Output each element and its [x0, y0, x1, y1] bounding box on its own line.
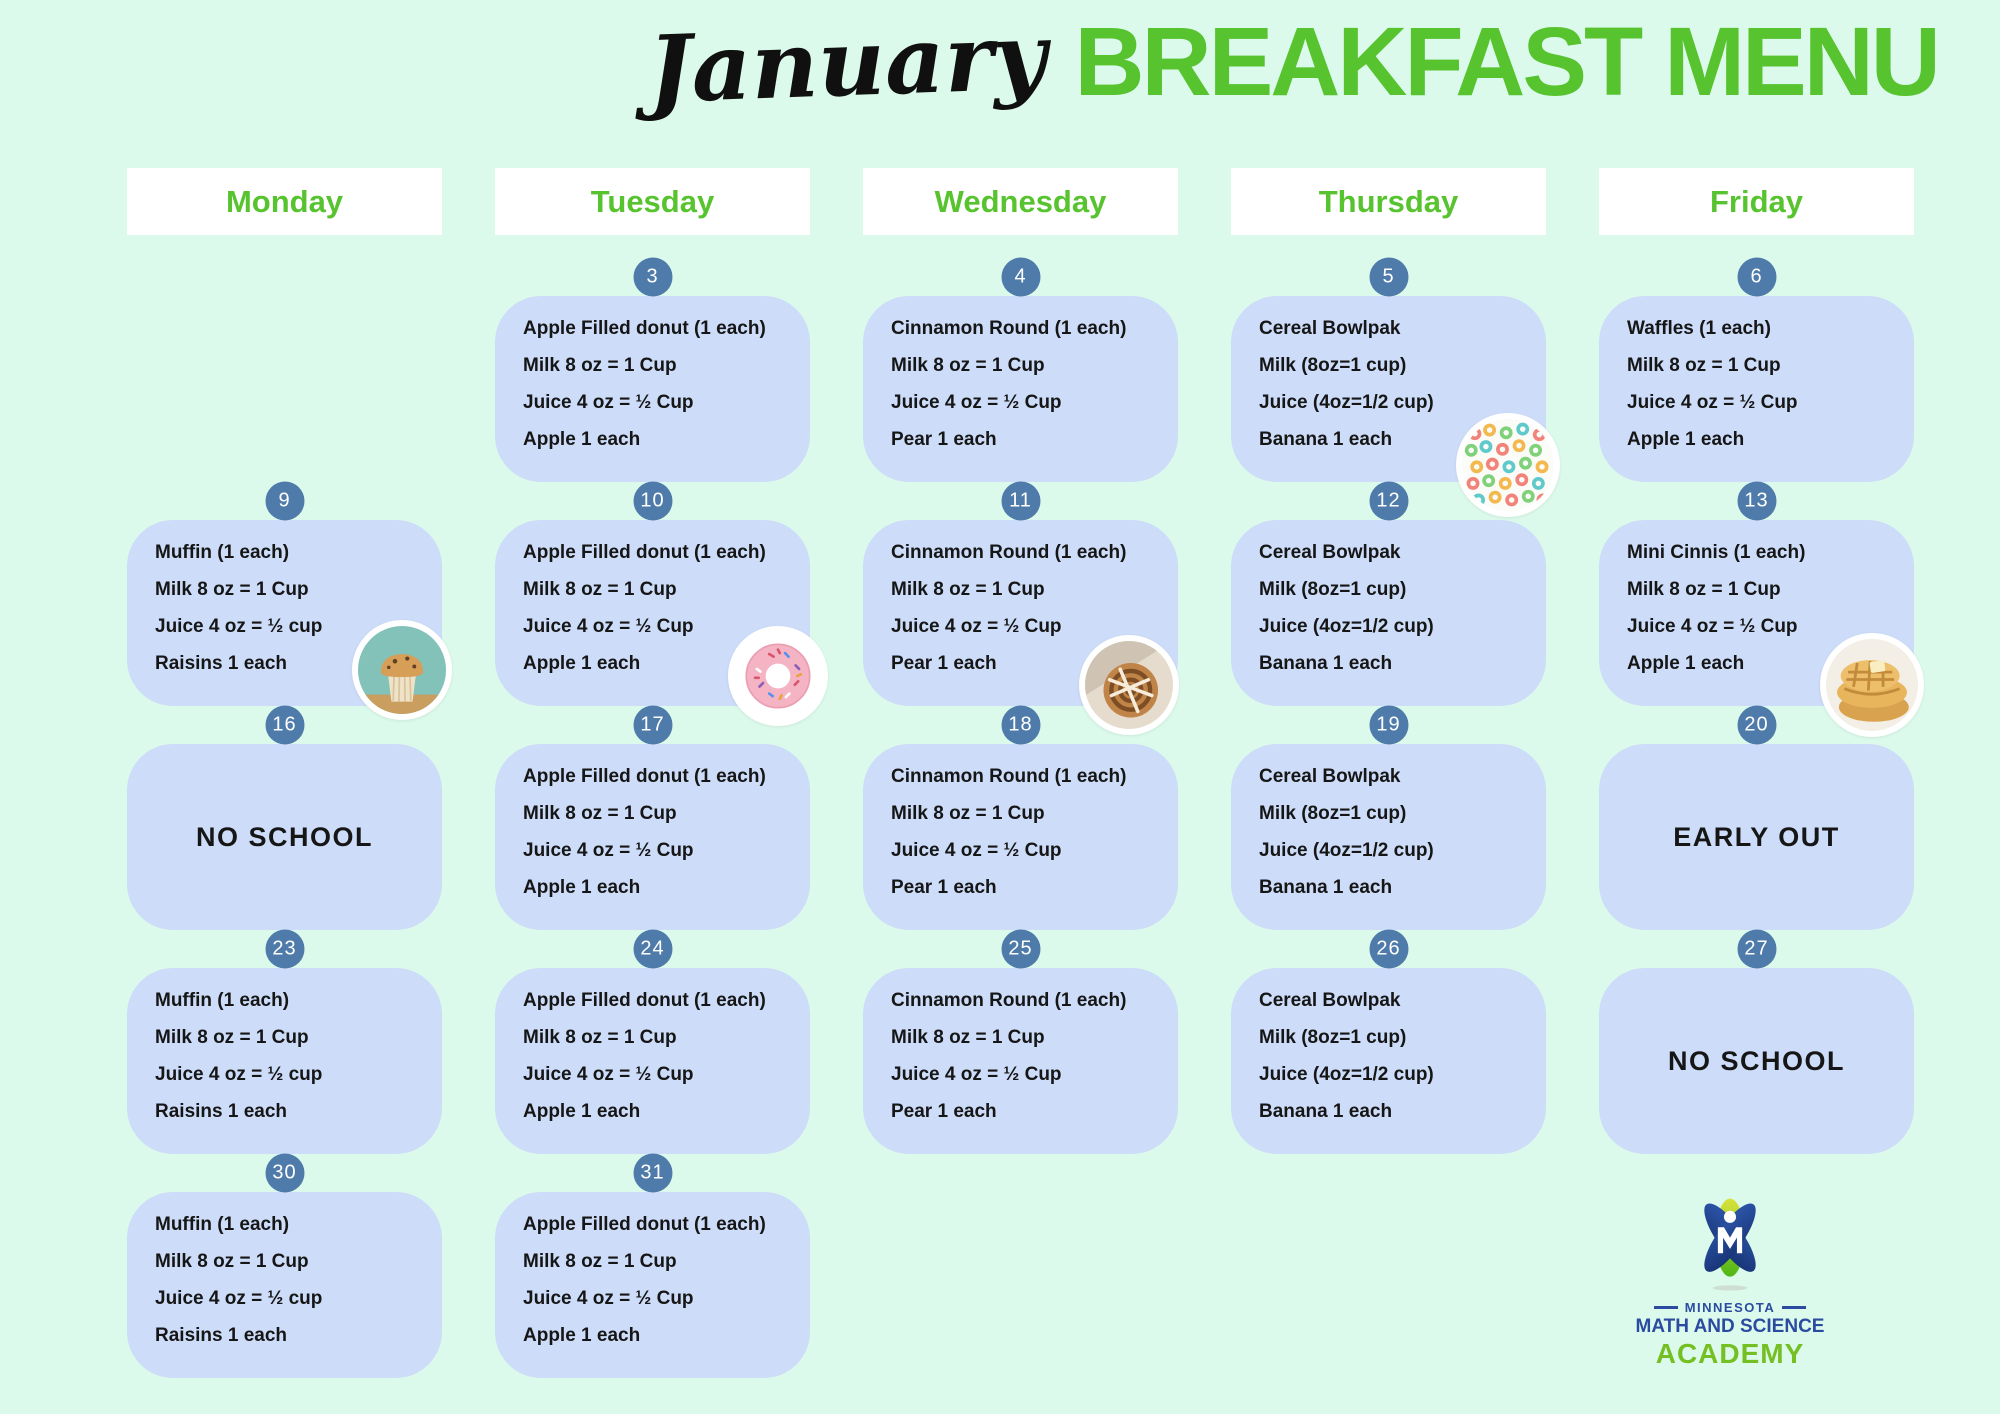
menu-item: Juice (4oz=1/2 cup) [1259, 392, 1434, 413]
menu-item: Apple Filled donut (1 each) [523, 990, 766, 1011]
column-wednesday [863, 168, 1178, 1378]
menu-item: Juice 4 oz = ½ Cup [1627, 392, 1798, 413]
menu-item: Raisins 1 each [155, 653, 288, 674]
menu-item-list [495, 968, 810, 1130]
donut-photo [728, 626, 828, 726]
date-badge-5: 5 [1369, 258, 1408, 297]
menu-item: Apple 1 each [523, 1101, 641, 1122]
menu-item: Milk 8 oz = 1 Cup [891, 803, 1045, 824]
menu-item-list [1231, 520, 1546, 682]
menu-item: Juice 4 oz = ½ cup [155, 616, 323, 637]
menu-item-list [1599, 296, 1914, 458]
menu-item-list [863, 968, 1178, 1130]
menu-item: Milk 8 oz = 1 Cup [523, 355, 677, 376]
logo-minnesota-text: MINNESOTA [1684, 1300, 1776, 1315]
date-badge-23: 23 [265, 930, 304, 969]
menu-item: Milk 8 oz = 1 Cup [523, 1027, 677, 1048]
menu-card-day-12 [1231, 520, 1546, 706]
menu-item: Juice 4 oz = ½ Cup [523, 840, 694, 861]
calendar-cell-tuesday-week1 [495, 258, 810, 482]
menu-item: Juice 4 oz = ½ Cup [523, 1288, 694, 1309]
menu-item: Banana 1 each [1259, 429, 1393, 450]
menu-item: Milk (8oz=1 cup) [1259, 1027, 1407, 1048]
calendar-cell-wednesday-week1 [863, 258, 1178, 482]
menu-item: Apple Filled donut (1 each) [523, 542, 766, 563]
menu-item: Cereal Bowlpak [1259, 990, 1401, 1011]
calendar-cell-tuesday-week3 [495, 706, 810, 930]
menu-item: Cereal Bowlpak [1259, 542, 1401, 563]
menu-item: Juice 4 oz = ½ Cup [523, 392, 694, 413]
date-badge-16: 16 [265, 706, 304, 745]
notice-card-day-20 [1599, 744, 1914, 930]
calendar-cell-friday-week3 [1599, 706, 1914, 930]
menu-item: Juice (4oz=1/2 cup) [1259, 840, 1434, 861]
menu-item: Milk 8 oz = 1 Cup [155, 1251, 309, 1272]
menu-card-day-18 [863, 744, 1178, 930]
menu-item: Milk (8oz=1 cup) [1259, 803, 1407, 824]
menu-item: Cereal Bowlpak [1259, 766, 1401, 787]
menu-item: Raisins 1 each [155, 1325, 288, 1346]
calendar-cell-monday-week3 [127, 706, 442, 930]
date-badge-10: 10 [633, 482, 672, 521]
menu-item: Milk 8 oz = 1 Cup [891, 355, 1045, 376]
menu-item: Milk (8oz=1 cup) [1259, 579, 1407, 600]
date-badge-27: 27 [1737, 930, 1776, 969]
waffle-photo [1820, 633, 1924, 737]
menu-item-list [863, 744, 1178, 906]
date-badge-9: 9 [265, 482, 304, 521]
menu-item-list [495, 296, 810, 458]
menu-item: Apple Filled donut (1 each) [523, 1214, 766, 1235]
calendar-cell-monday-week1 [127, 258, 442, 482]
date-badge-12: 12 [1369, 482, 1408, 521]
menu-card-day-30 [127, 1192, 442, 1378]
menu-item: Juice (4oz=1/2 cup) [1259, 616, 1434, 637]
notice-card-day-16 [127, 744, 442, 930]
menu-item: Cinnamon Round (1 each) [891, 318, 1127, 339]
menu-item: Milk 8 oz = 1 Cup [155, 579, 309, 600]
menu-item-list [127, 968, 442, 1130]
notice-label: NO SCHOOL [195, 821, 373, 852]
menu-item: Juice 4 oz = ½ Cup [891, 616, 1062, 637]
menu-item: Juice 4 oz = ½ Cup [891, 840, 1062, 861]
logo-math-science-text: MATH AND SCIENCE [1635, 1316, 1825, 1337]
date-badge-26: 26 [1369, 930, 1408, 969]
menu-item: Banana 1 each [1259, 877, 1393, 898]
menu-card-day-25 [863, 968, 1178, 1154]
menu-item: Juice 4 oz = ½ Cup [523, 616, 694, 637]
menu-item: Cereal Bowlpak [1259, 318, 1401, 339]
menu-item: Juice 4 oz = ½ cup [155, 1064, 323, 1085]
day-header-tuesday: Tuesday [495, 168, 810, 235]
calendar-cell-wednesday-week3 [863, 706, 1178, 930]
calendar-cell-tuesday-week5 [495, 1154, 810, 1378]
date-badge-13: 13 [1737, 482, 1776, 521]
calendar-cell-wednesday-week5 [863, 1154, 1178, 1378]
column-monday [127, 168, 442, 1378]
date-badge-25: 25 [1001, 930, 1040, 969]
calendar-cell-thursday-week4 [1231, 930, 1546, 1154]
menu-card-day-24 [495, 968, 810, 1154]
column-thursday [1231, 168, 1546, 1378]
logo-rule-right [1782, 1306, 1806, 1309]
menu-item: Apple Filled donut (1 each) [523, 318, 766, 339]
calendar-cell-monday-week5 [127, 1154, 442, 1378]
date-badge-3: 3 [633, 258, 672, 297]
menu-item: Milk 8 oz = 1 Cup [523, 803, 677, 824]
day-header-monday: Monday [127, 168, 442, 235]
menu-item-list [1231, 968, 1546, 1130]
menu-item-list [495, 744, 810, 906]
menu-item-list [127, 1192, 442, 1354]
date-badge-31: 31 [633, 1154, 672, 1193]
menu-item: Apple 1 each [523, 429, 641, 450]
menu-item-list [495, 1192, 810, 1354]
menu-card-day-26 [1231, 968, 1546, 1154]
logo-minnesota-line [1654, 1300, 1807, 1315]
menu-item: Banana 1 each [1259, 653, 1393, 674]
menu-item: Pear 1 each [891, 653, 997, 674]
menu-item: Muffin (1 each) [155, 1214, 290, 1235]
menu-item: Milk 8 oz = 1 Cup [891, 579, 1045, 600]
menu-item: Juice 4 oz = ½ Cup [523, 1064, 694, 1085]
menu-item-list [863, 296, 1178, 458]
column-tuesday [495, 168, 810, 1378]
menu-item: Pear 1 each [891, 877, 997, 898]
menu-item: Apple 1 each [1627, 653, 1745, 674]
menu-item: Banana 1 each [1259, 1101, 1393, 1122]
menu-item: Milk 8 oz = 1 Cup [155, 1027, 309, 1048]
calendar-cell-thursday-week5 [1231, 1154, 1546, 1378]
menu-card-day-4 [863, 296, 1178, 482]
day-header-wednesday: Wednesday [863, 168, 1178, 235]
academy-atom-logo-icon [1678, 1186, 1782, 1298]
cereal-photo [1456, 413, 1560, 517]
notice-card-day-27 [1599, 968, 1914, 1154]
menu-card-day-17 [495, 744, 810, 930]
menu-item: Apple Filled donut (1 each) [523, 766, 766, 787]
menu-item: Apple 1 each [1627, 429, 1745, 450]
menu-card-day-31 [495, 1192, 810, 1378]
logo-academy-text: ACADEMY [1655, 1338, 1805, 1369]
menu-item: Waffles (1 each) [1627, 318, 1771, 339]
date-badge-6: 6 [1737, 258, 1776, 297]
calendar-cell-tuesday-week4 [495, 930, 810, 1154]
menu-item: Milk 8 oz = 1 Cup [891, 1027, 1045, 1048]
page-title [646, 2, 1938, 124]
notice-label: NO SCHOOL [1667, 1045, 1845, 1076]
menu-item: Pear 1 each [891, 429, 997, 450]
menu-card-day-6 [1599, 296, 1914, 482]
calendar-cell-thursday-week3 [1231, 706, 1546, 930]
menu-card-day-19 [1231, 744, 1546, 930]
calendar-cell-wednesday-week4 [863, 930, 1178, 1154]
menu-item: Apple 1 each [523, 877, 641, 898]
menu-item: Cinnamon Round (1 each) [891, 542, 1127, 563]
menu-item: Juice 4 oz = ½ Cup [891, 392, 1062, 413]
menu-item: Raisins 1 each [155, 1101, 288, 1122]
menu-item: Juice 4 oz = ½ Cup [1627, 616, 1798, 637]
logo-rule-left [1654, 1306, 1678, 1309]
menu-item: Juice (4oz=1/2 cup) [1259, 1064, 1434, 1085]
calendar-cell-friday-week4 [1599, 930, 1914, 1154]
menu-item: Muffin (1 each) [155, 542, 290, 563]
date-badge-20: 20 [1737, 706, 1776, 745]
calendar-cell-friday-week1 [1599, 258, 1914, 482]
menu-item: Milk 8 oz = 1 Cup [523, 1251, 677, 1272]
date-badge-30: 30 [265, 1154, 304, 1193]
date-badge-17: 17 [633, 706, 672, 745]
month-title: January [646, 2, 1049, 124]
menu-item: Juice 4 oz = ½ Cup [891, 1064, 1062, 1085]
menu-item-list [1231, 744, 1546, 906]
menu-item: Cinnamon Round (1 each) [891, 990, 1127, 1011]
notice-label: EARLY OUT [1673, 821, 1840, 852]
school-logo [1635, 1186, 1825, 1370]
menu-item: Muffin (1 each) [155, 990, 290, 1011]
menu-item: Pear 1 each [891, 1101, 997, 1122]
menu-title: BREAKFAST MENU [1074, 7, 1938, 116]
day-header-thursday: Thursday [1231, 168, 1546, 235]
date-badge-4: 4 [1001, 258, 1040, 297]
day-header-friday: Friday [1599, 168, 1914, 235]
menu-item: Milk (8oz=1 cup) [1259, 355, 1407, 376]
date-badge-24: 24 [633, 930, 672, 969]
menu-item: Cinnamon Round (1 each) [891, 766, 1127, 787]
date-badge-18: 18 [1001, 706, 1040, 745]
menu-item: Juice 4 oz = ½ cup [155, 1288, 323, 1309]
cinnamon-roll-photo [1079, 635, 1179, 735]
date-badge-19: 19 [1369, 706, 1408, 745]
date-badge-11: 11 [1001, 482, 1040, 521]
menu-item: Mini Cinnis (1 each) [1627, 542, 1806, 563]
menu-item: Milk 8 oz = 1 Cup [1627, 355, 1781, 376]
menu-item: Apple 1 each [523, 653, 641, 674]
menu-item: Milk 8 oz = 1 Cup [523, 579, 677, 600]
menu-item: Apple 1 each [523, 1325, 641, 1346]
menu-card-day-23 [127, 968, 442, 1154]
calendar-cell-monday-week4 [127, 930, 442, 1154]
menu-card-day-3 [495, 296, 810, 482]
menu-item: Milk 8 oz = 1 Cup [1627, 579, 1781, 600]
muffin-photo [352, 620, 452, 720]
